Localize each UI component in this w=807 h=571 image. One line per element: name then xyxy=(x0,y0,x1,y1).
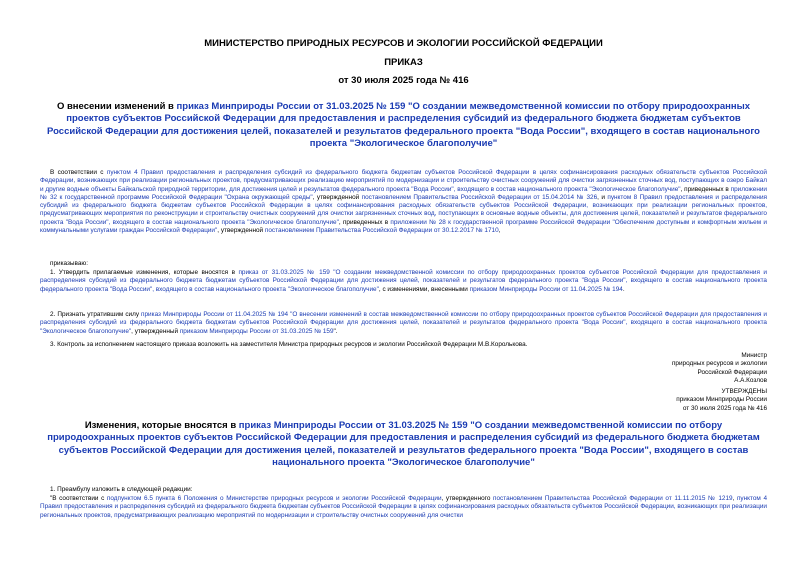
approval-line: от 30 июля 2025 года № 416 xyxy=(682,404,767,412)
text: , утвержденный xyxy=(131,327,180,335)
text: , xyxy=(732,495,737,502)
decree-1219-link[interactable]: постановлением Правительства Российской Федерации от 11.11.2015 № 1219 xyxy=(493,495,733,502)
doc-date-number: от 30 июля 2025 года № 416 xyxy=(338,75,469,86)
title-prefix: О внесении изменений в xyxy=(56,101,177,112)
text: 2. Признать утратившим силу xyxy=(50,311,142,318)
signature-line: природных ресурсов и экологии xyxy=(671,360,767,368)
decree-1710-link[interactable]: постановлением Правительства Российской Федерации от 30.12.2017 № 1710 xyxy=(264,226,499,234)
rules-p4-link-2[interactable]: пунктом 4 Правил предоставления и распределения субсидий из федерального бюджета бюджетам субъектов Российской Федерации в целях софинансирования расходных обязательств субъектов Российской Федерации, возникающих при реализации региональных проектов, предусматривающих реализацию мероприятий по модернизации и строительству очистных сооружений для очистки xyxy=(40,495,767,519)
signature-line: Российской Федерации xyxy=(697,368,767,376)
item-1 xyxy=(40,269,767,294)
order-194-full-link[interactable]: приказ Минприроды России от 11.04.2025 № 194 "О внесении изменений в состав межведомственной комиссии по отбору природоохранных проектов субъектов Российской Федерации для предоставления и распределения субсидий из федерального бюджета бюджетам субъектов Российской Федерации для достижения целей, показателей и результатов федерального проекта "Вода России", входящего в состав национального проекта "Экологическое благополучие" xyxy=(40,311,767,335)
text: ". xyxy=(333,327,338,335)
text: , приведенных в xyxy=(680,185,731,193)
approval-line: УТВЕРЖДЕНЫ xyxy=(721,388,767,395)
appendix-28-link[interactable]: приложении № 28 к государственной программе Российской Федерации "Обеспечение доступным и комфортным жильем и коммунальными услугами граждан Российской Федерации" xyxy=(40,218,767,234)
change-1-text xyxy=(40,495,767,520)
rules-p8-link[interactable]: пунктом 8 Правил предоставления и распределения субсидий из федерального бюджета бюджетам субъектов Российской Федерации в целях софинансирования расходных обязательств субъектов Российской Федерации, возникающих при реализации региональных проектов, предусматривающих мероприятия по реконструкции и строительству очистных сооружений для очистки загрязненных сточных вод, поступающих в основные водные объекты, для достижения целей, показателей и результатов федерального проекта "Вода России", входящего в состав национального проекта "Экологическое благополучие" xyxy=(40,193,767,226)
rules-p4-link[interactable]: пунктом 4 Правил предоставления и распределения субсидий из федерального бюджета бюджетам субъектов Российской Федерации в целях софинансирования расходных обязательств субъектов Российской Федерации, возникающих при реализации региональных проектов, предусматривающих реализацию мероприятий по модернизации и строительству очистных сооружений для очистки загрязненных сточных вод, поступающих в озеро Байкал и другие водные объекты Байкальской природной территории, для достижения целей и результатов федерального проекта "Вода России", входящего в состав национального проекта "Экологическое благополучие" xyxy=(40,169,768,193)
document-title xyxy=(40,101,767,151)
changes-title-prefix: Изменения, которые вносятся в xyxy=(84,420,239,431)
ministry-heading: МИНИСТЕРСТВО ПРИРОДНЫХ РЕСУРСОВ И ЭКОЛОГИИ РОССИЙСКОЙ ФЕДЕРАЦИИ xyxy=(204,38,603,49)
text: , утвержденного xyxy=(441,495,494,502)
changes-title xyxy=(40,420,767,470)
text: , с изменениями, внесенными xyxy=(378,285,470,293)
preamble-paragraph xyxy=(40,169,767,235)
text: , утвержденной xyxy=(217,226,265,234)
approval-line: приказом Минприроды России xyxy=(676,396,767,404)
text: 1. Утвердить прилагаемые изменения, которые вносятся в xyxy=(50,269,239,276)
title-link[interactable]: приказ Минприроды России от 31.03.2025 № 159 "О создании межведомственной комиссии по отбору природоохранных проектов субъектов Российской Федерации для предоставления и распределения субсидий из федерального бюджета бюджетам субъектов Российской Федерации для достижения целей, показателей и результатов федерального проекта "Вода России", входящего в состав национального проекта "Экологическое благополучие" xyxy=(47,101,760,150)
text: , приведенных в xyxy=(338,218,391,226)
order-word: приказываю: xyxy=(50,260,88,267)
regulation-p65-link[interactable]: подпунктом 6.5 пункта 6 Положения о Министерстве природных ресурсов и экологии Российской Федерации xyxy=(106,495,442,502)
text: , утвержденной xyxy=(312,193,362,201)
order-159-link[interactable]: приказ от 31.03.2025 № 159 "О создании межведомственной комиссии по отбору природоохранных проектов субъектов Российской Федерации для предоставления и распределения субсидий из федерального бюджета бюджетам субъектов Российской Федерации для достижения целей, показателей и результатов федерального проекта "Вода России", входящего в состав национального проекта федерального проекта "Вода России", входящего в состав национального проекта "Экологическое благополучие" xyxy=(40,269,767,293)
signature-line: Министр xyxy=(741,352,767,359)
signature-line: А.А.Козлов xyxy=(734,377,767,385)
text: . xyxy=(622,285,625,293)
changes-title-link[interactable]: приказ Минприроды России от 31.03.2025 № 159 "О создании межведомственной комиссии по отбору природоохранных проектов субъектов Российской Федерации для предоставления и распределения субсидий из федерального бюджета бюджетам субъектов Российской Федерации для достижения целей, показателей и результатов федерального проекта "Вода России", входящего в состав национального проекта "Экологическое благополучие" xyxy=(47,420,760,469)
approval-block xyxy=(567,388,767,413)
appendix-32-link[interactable]: приложении № 32 к государственной программе Российской Федерации "Охрана окружающей среды" xyxy=(40,185,768,201)
item-2 xyxy=(40,311,767,336)
order-194-link[interactable]: приказом Минприроды России от 11.04.2025 № 194 xyxy=(469,285,623,293)
order-159-short-link[interactable]: приказом Минприроды России от 31.03.2025 № 159 xyxy=(179,327,334,335)
text: В соответствии с xyxy=(50,169,107,176)
text: "В соответствии с xyxy=(50,495,107,502)
signature-block xyxy=(567,352,767,386)
doc-type: ПРИКАЗ xyxy=(384,57,423,68)
change-1-intro: 1. Преамбулу изложить в следующей редакции: xyxy=(50,486,193,493)
text: , xyxy=(498,226,501,234)
item-3: 3. Контроль за исполнением настоящего приказа возложить на заместителя Министра природных ресурсов и экологии Российской Федерации М.В.Королькова. xyxy=(50,341,528,348)
decree-326-link[interactable]: постановлением Правительства Российской Федерации от 15.04.2014 № 326 xyxy=(361,193,598,201)
text: , и xyxy=(597,193,608,201)
